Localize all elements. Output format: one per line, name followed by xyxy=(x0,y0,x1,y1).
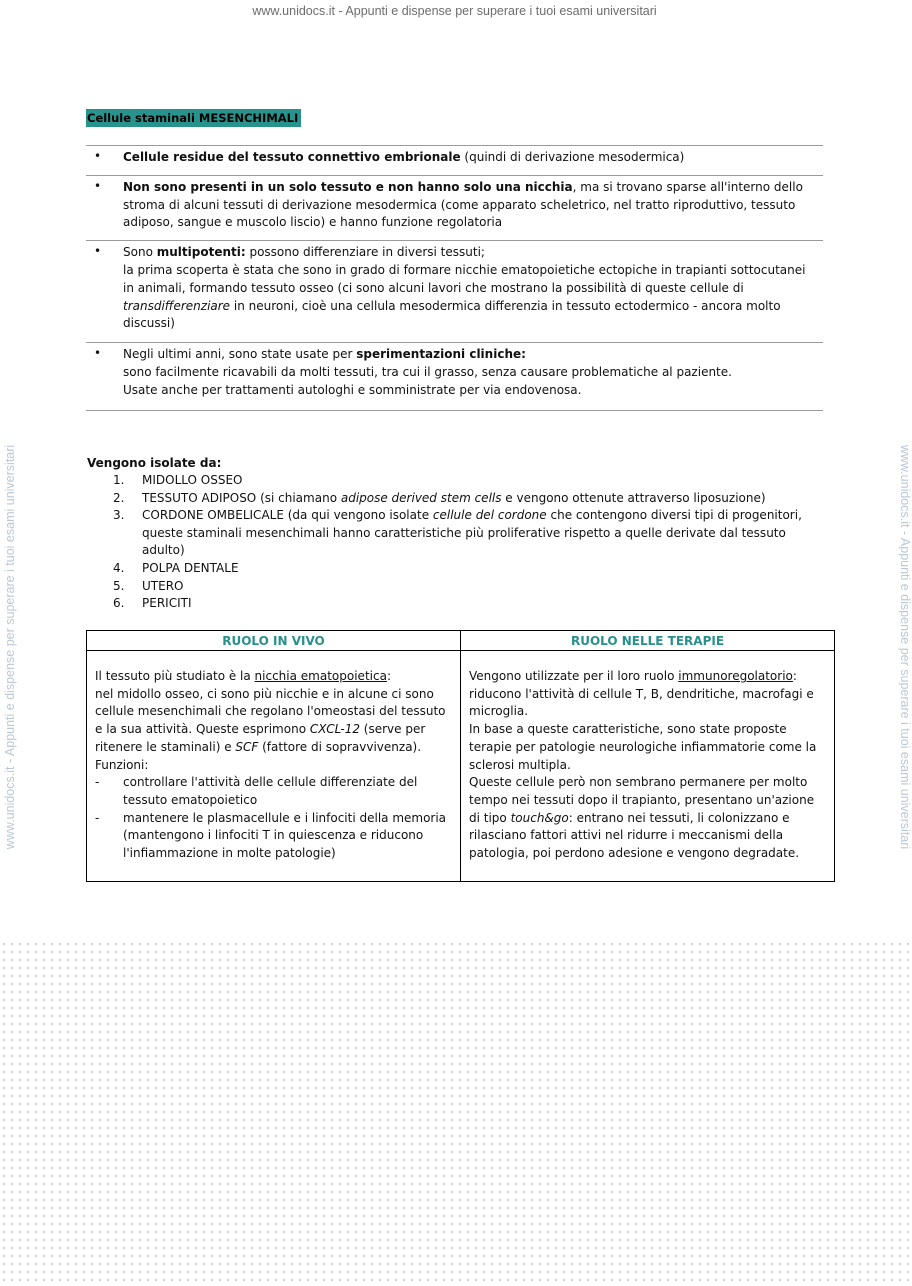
table-header-row xyxy=(87,631,835,651)
list-number: 2. xyxy=(113,490,125,505)
bullet-text: , ma si trovano sparse all'interno dello stroma di alcuni tessuti di derivazione mesodermica (come apparato scheletrico, nel tratto riproduttivo, tessuto adiposo, sangue e muscolo liscio) e hanno funzione regolatoria xyxy=(123,179,803,230)
bullet-strong: Cellule residue del tessuto connettivo embrionale xyxy=(123,150,461,164)
bullet-item xyxy=(86,240,823,342)
right-side-watermark: www.unidocs.it - Appunti e dispense per superare i tuoi esami universitari xyxy=(898,444,912,850)
section-title: Cellule staminali MESENCHIMALI xyxy=(86,109,301,127)
cell-text: Il tessuto più studiato è la xyxy=(95,669,255,683)
bullet-icon: • xyxy=(94,346,102,361)
list-item xyxy=(87,507,827,560)
list-item xyxy=(87,560,827,578)
cell-underline: immunoregolatorio xyxy=(678,669,793,683)
cell-text: nel midollo osseo, ci sono più nicchie e in alcune ci sono cellule mesenchimali che regolano l'omeostasi del tessuto e la sua attività. Queste esprimono xyxy=(95,686,446,737)
bullet-strong: Non sono presenti in un solo tessuto e non hanno solo una nicchia xyxy=(123,179,573,194)
list-number: 3. xyxy=(113,508,125,523)
bullet-text: sono facilmente ricavabili da molti tessuti, tra cui il grasso, senza causare problematiche al paziente. xyxy=(123,364,732,379)
list-text: UTERO xyxy=(142,578,184,593)
cell-text: Vengono utilizzate per il loro ruolo xyxy=(469,669,679,683)
list-text: POLPA DENTALE xyxy=(142,560,239,575)
cell-underline: nicchia ematopoietica xyxy=(254,669,387,683)
bullet-text: possono differenziare in diversi tessuti; xyxy=(245,245,485,260)
function-item xyxy=(95,774,452,809)
roles-table xyxy=(86,630,835,882)
cell-ruolo-nelle-terapie xyxy=(461,651,835,882)
bullet-icon: • xyxy=(94,149,102,163)
bullet-list xyxy=(86,145,823,411)
dotted-background xyxy=(0,940,909,1286)
function-item xyxy=(95,810,452,863)
list-number: 5. xyxy=(113,578,125,593)
cell-text: (serve per ritenere le staminali) e xyxy=(95,722,426,754)
cell-italic: touch&go xyxy=(510,810,569,825)
bullet-text: (quindi di derivazione mesodermica) xyxy=(460,150,685,164)
list-italic: adipose derived stem cells xyxy=(340,490,502,505)
bullet-text: la prima scoperta è stata che sono in grado di formare nicchie ematopoietiche ectopiche in trapianti sottocutanei in animali, formando tessuto osseo (ci sono alcuni lavori che mostrano la possibilità di queste cellule di xyxy=(123,262,806,295)
isolation-list xyxy=(87,472,827,613)
cell-text: riducono l'attività di cellule T, B, dendritiche, macrofagi e microglia. xyxy=(469,686,814,719)
list-text: che contengono diversi tipi di progenitori, queste staminali mesenchimali hanno caratteristiche più proliferative rispetto a quelle derivate dal tessuto adulto) xyxy=(142,508,802,558)
cell-text: In base a queste caratteristiche, sono state proposte terapie per patologie neurologiche infiammatorie come la sclerosi multipla. xyxy=(469,722,817,772)
bullet-strong: multipotenti: xyxy=(156,245,246,260)
list-text: TESSUTO ADIPOSO (si chiamano xyxy=(142,490,341,505)
bullet-text: Usate anche per trattamenti autologhi e somministrate per via endovenosa. xyxy=(123,382,582,397)
bullet-icon: • xyxy=(94,178,102,193)
list-text: MIDOLLO OSSEO xyxy=(142,473,243,487)
list-text: PERICITI xyxy=(142,596,192,611)
bullet-item xyxy=(86,175,823,240)
table-row xyxy=(87,651,835,882)
list-item xyxy=(87,490,827,508)
list-text: e vengono ottenute attraverso liposuzione) xyxy=(501,490,766,505)
cell-text: : entrano nei tessuti, li colonizzano e rilasciano fattori attivi nel ridurre i meccanismi della patologia, poi perdono adesione e vengono degradate. xyxy=(469,810,800,861)
header-ruolo-in-vivo: RUOLO IN VIVO xyxy=(87,631,461,651)
bullet-item xyxy=(86,342,823,410)
cell-text: Queste cellule però non sembrano permanere per molto tempo nei tessuti dopo il trapianto, presentano un'azione di tipo xyxy=(469,775,815,825)
bullet-text: in neuroni, cioè una cellula mesodermica differenzia in tessuto ectodermico - ancora molto discussi) xyxy=(123,298,781,331)
dash-mark: - xyxy=(95,775,100,790)
cell-text: controllare l'attività delle cellule differenziate del tessuto ematopoietico xyxy=(123,775,418,807)
header-ruolo-nelle-terapie: RUOLO NELLE TERAPIE xyxy=(461,631,835,651)
bullet-text: Negli ultimi anni, sono state usate per xyxy=(123,347,357,362)
cell-italic: SCF xyxy=(235,739,259,754)
cell-text: (fattore di sopravvivenza). xyxy=(258,739,422,754)
cell-italic: CXCL-12 xyxy=(309,722,360,737)
bullet-icon: • xyxy=(94,244,102,259)
functions-label: Funzioni: xyxy=(95,757,149,772)
list-item xyxy=(87,595,827,613)
list-number: 1. xyxy=(113,473,125,487)
list-italic: cellule del cordone xyxy=(432,508,547,523)
list-number: 4. xyxy=(113,560,125,575)
bullet-strong: sperimentazioni cliniche: xyxy=(356,347,526,362)
isolation-title: Vengono isolate da: xyxy=(87,456,222,470)
list-number: 6. xyxy=(113,596,125,611)
cell-text: : xyxy=(386,669,391,683)
list-text: CORDONE OMBELICALE (da qui vengono isolate xyxy=(142,508,433,523)
header-watermark: www.unidocs.it - Appunti e dispense per superare i tuoi esami universitari xyxy=(252,4,657,18)
cell-text: : xyxy=(792,669,797,683)
cell-ruolo-in-vivo xyxy=(87,651,461,882)
list-item xyxy=(87,472,827,490)
bullet-italic: transdifferenziare xyxy=(123,298,231,313)
cell-text: mantenere le plasmacellule e i linfociti della memoria (mantengono i linfociti T in quiescenza e riducono l'infiammazione in molte patologie) xyxy=(123,810,447,861)
dash-mark: - xyxy=(95,810,100,825)
bullet-text: Sono xyxy=(123,245,157,260)
left-side-watermark: www.unidocs.it - Appunti e dispense per superare i tuoi esami universitari xyxy=(3,444,17,850)
list-item xyxy=(87,578,827,596)
bullet-item xyxy=(86,145,823,175)
